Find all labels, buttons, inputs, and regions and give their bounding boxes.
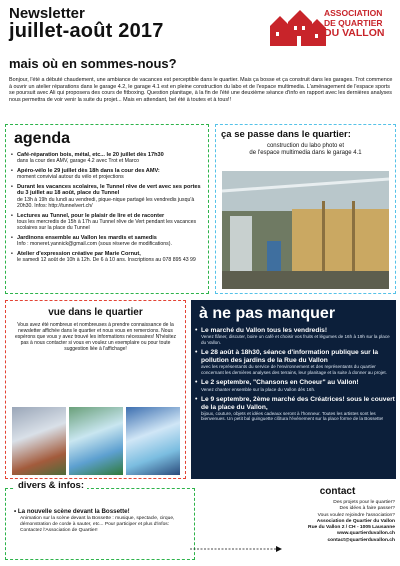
quartier-text: Vous avez été nombreux et nombreuses à prendre connaissance de la newsletter affichée dans le quartier et nous vous en remercions. Nous espérons que vous y avez trouvé les informations nécessaires! N'hésitez pas à nous contacter si vous en voulez un exemplaire ou pour toute suggestion liée à l'affichage! bbox=[14, 322, 177, 352]
divers-item-title: • La nouvelle scène devant la Bossette! bbox=[14, 508, 130, 515]
contact-title: contact bbox=[319, 486, 356, 497]
highlights-title: à ne pas manquer bbox=[199, 305, 336, 322]
highlight-item: • Le 28 août à 18h30, séance d'information publique sur la pollution des jardins de la Rue du Vallon avec les représentants du service de l'environnement et des représentants du quartier concernant les dernières analyses des terrains, leur planitage et la suite à donner au projet. bbox=[195, 349, 396, 375]
arrow-icon bbox=[190, 546, 282, 552]
newsletter-display-photos bbox=[12, 407, 180, 475]
intro-text: Bonjour, l'été a débuté chaudement, une ambiance de vacances est perceptible dans le quartier. Mais ça bosse et ça construit dans les garages. Trot commence à ouvrir un atelier réparations dans le garage 4.2, le garage 4.1 est en pleine construction du labo et de l'espace multimedia. L'aménagement de l'espace sports se poursuit avec Ali qui proposera des cours de fitboxing. Question planitage, à la fin de l'été une deuxième séance d'info en rapport avec les dernières analyses nous permettra de voir venir la suite du projet... Mais en attendant, bel été à toutes et à tous!! bbox=[9, 77, 393, 103]
contact-address: Rue du Vallon 2 / CH - 1005 Lausanne bbox=[308, 525, 395, 531]
highlights-list bbox=[195, 327, 396, 422]
agenda-item: • Jardinons ensemble au Vallon les mardis et samedis Info : moneret.yannick@gmail.com (sous réserve de modifications). bbox=[11, 235, 208, 247]
quartier-title: vue dans le quartier bbox=[48, 307, 143, 318]
highlight-item: • Le marché du Vallon tous les vendredis! Venez flâner, discuter, boire un café et choisir vos fruits et légumes de 16h à 19h sur la place du Vallon. bbox=[195, 327, 396, 345]
highlight-item: • Le 9 septembre, 2ème marché des Créatrices! sous le couvert de la place du Vallon, bijoux, couture, objets et idées cadeaux seront à l'honneur. Toutes les artistes sont les bienvenues. Un petit bal guinguette clôtura l'événement sur la place forme de la Bossette! bbox=[195, 396, 396, 422]
contact-line: Vous voulez rejoindre l'association? bbox=[317, 512, 395, 518]
highlight-item: • Le 2 septembre, "Chansons en Choeur" au Vallon! Venez chanter ensemble sur la place du Vallon dès 16h. bbox=[195, 379, 396, 392]
contact-box bbox=[280, 486, 395, 544]
agenda-item: • Apéro-vélo le 29 juillet dès 18h dans la cour des AMV: moment convivial autour du vélo et projections bbox=[11, 168, 208, 180]
newsletter-label: Newsletter bbox=[9, 5, 85, 22]
period-title: juillet-août 2017 bbox=[9, 20, 164, 42]
contact-website-link[interactable]: www.quartierduvallon.ch bbox=[337, 531, 395, 537]
contact-line: Des projets pour le quartier? bbox=[333, 500, 395, 505]
agenda-box bbox=[5, 124, 209, 294]
quartier-box bbox=[5, 300, 186, 479]
divers-item-text: Animation sur la scène devant la Bossette : musique, spectacle, cirque, démonstration de corde à sauter, etc... Pour participer et plus d'infos: Contactez l'Association de Quartier! bbox=[20, 516, 175, 533]
display-photo bbox=[126, 407, 180, 475]
construction-box bbox=[215, 124, 396, 294]
contact-org: Association de Quartier du Vallon bbox=[316, 518, 395, 524]
agenda-list bbox=[11, 152, 208, 263]
construction-caption: construction du labo photo et de l'espace multimedia dans le garage 4.1 bbox=[249, 143, 362, 157]
display-photo bbox=[12, 407, 66, 475]
association-logo bbox=[270, 6, 394, 64]
agenda-item: • Durant les vacances scolaires, le Tunnel rêve de vert avec ses portes du 3 juillet au 18 août, place du Tunnel de 13h à 19h du lundi au vendredi, pique-nique partagé les vendredis jusqu'à 20h30. Infos: http://tunnelvert.ch/ bbox=[11, 184, 208, 208]
display-photo bbox=[69, 407, 123, 475]
agenda-item: • Atelier d'expression créative par Marie Cornut, le samedi 12 août de 10h à 12h. De 6 à 10 ans. Inscriptions au 078 895 43 99 bbox=[11, 251, 208, 263]
construction-title: ça se passe dans le quartier: bbox=[221, 129, 351, 140]
houses-logo-icon bbox=[270, 6, 326, 48]
highlights-box bbox=[191, 300, 396, 479]
agenda-title: agenda bbox=[14, 130, 71, 147]
divers-title: divers & infos: bbox=[15, 480, 87, 491]
logo-wordmark: ASSOCIATION DE QUARTIER DU VALLON bbox=[324, 8, 385, 39]
construction-photo bbox=[222, 171, 389, 289]
agenda-item: • Lectures au Tunnel, pour le plaisir de lire et de raconter tous les mercredis de 15h à 17h au Tunnel rêve de Vert pendant les vacances scolaires sur la place du Tunnel bbox=[11, 213, 208, 231]
divers-box bbox=[5, 480, 195, 560]
header bbox=[0, 0, 400, 76]
contact-line: Des idées à faire passer? bbox=[339, 506, 395, 512]
agenda-item: • Café-réparation bois, métal, etc... le 20 juillet dès 17h30 dans la cour des AMV, garage 4.2 avec Trot et Marco bbox=[11, 152, 208, 164]
contact-email-link[interactable]: contact@quartierduvallon.ch bbox=[327, 537, 395, 543]
headline-question: mais où en sommes-nous? bbox=[9, 56, 177, 71]
